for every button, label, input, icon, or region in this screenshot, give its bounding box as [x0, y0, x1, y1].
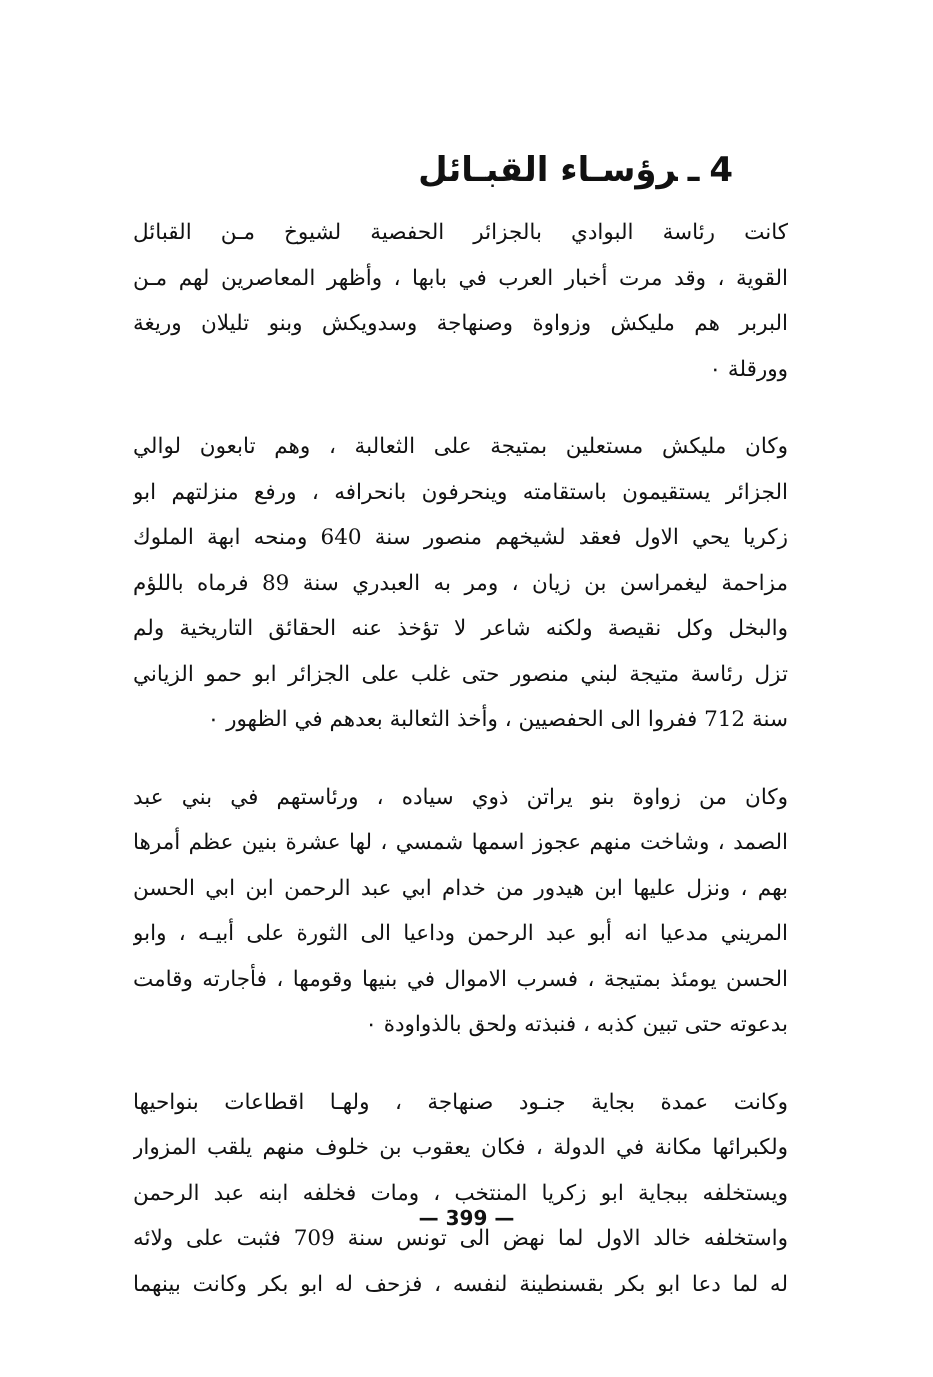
text-line: سنة 712 ففروا الى الحفصيين ، وأخذ الثعالبة بعدهم في الظهور ٠ [207, 707, 788, 732]
text-line: ولكبرائها مكانة في الدولة ، فكان يعقوب بن خلوف منهم يلقب المزوار [133, 1135, 788, 1160]
section-title: رؤسـاء القبـائل [418, 150, 678, 190]
text-line: الحسن يومئذ بمتيجة ، فسرب الاموال في بنيها وقومها ، فأجارته وقامت [133, 966, 788, 992]
text-line: واستخلفه خالد الاول لما نهض الى تونس سنة 709 فثبت على ولائه [133, 1226, 788, 1251]
text-line: مزاحمة ليغمراسن بن زيان ، ومر به العبدري سنة 89 فرماه باللؤم [133, 570, 788, 596]
paragraph-4 [133, 1080, 788, 1308]
section-heading [173, 145, 733, 195]
text-line: القوية ، وقد مرت أخبار العرب في بابها ، وأظهر المعاصرين لهم مـن [133, 265, 788, 291]
text-line: له لما دعا ابو بكر بقسنطينة لنفسه ، فزحف له ابو بكر وكانت بينهما [133, 1271, 788, 1297]
text-line: تزل رئاسة متيجة لبني منصور حتى غلب على الجزائر ابو حمو الزياني [133, 661, 788, 687]
body-text [133, 210, 788, 1307]
text-line: بدعوته حتى تبين كذبه ، فنبذته ولحق بالذواودة ٠ [365, 1012, 788, 1037]
text-line: بهم ، ونزل عليها ابن هيدور من خدام ابي عبد الرحمن ابن ابي الحسن [133, 875, 788, 901]
text-line: وكان من زواوة بنو يراتن ذوي سياده ، ورئاستهم في بني عبد [133, 784, 788, 810]
paragraph-1 [133, 210, 788, 392]
text-line: الجزائر يستقيمون باستقامته وينحرفون بانحرافه ، ورفع منزلتهم ابو [133, 479, 788, 505]
text-line: كانت رئاسة البوادي بالجزائر الحفصية لشيوخ مـن القبائل [133, 220, 788, 245]
text-line: ويستخلفه ببجاية ابو زكريا المنتخب ، ومات فخلفه ابنه عبد الرحمن [133, 1180, 788, 1206]
text-line: الصمد ، وشاخت منهم عجوز اسمها شمسي ، لها عشرة بنين عظم أمرها [133, 830, 788, 855]
text-line: وكان مليكش مستعلين بمتيجة على الثعالبة ، وهم تابعون لوالي [133, 434, 788, 459]
text-line: المريني مدعيا انه أبو عبد الرحمن وداعيا الى الثورة على أبيـه ، وابو [133, 921, 788, 946]
section-number: 4 [709, 150, 733, 190]
paragraph-3 [133, 775, 788, 1048]
text-line: وكانت عمدة بجاية جنـود صنهاجة ، ولهـا اقطاعات بنواحيها [133, 1089, 788, 1115]
text-line: البربر هم مليكش وزواوة وصنهاجة وسدويكش وبنو تليلان وريغة [133, 311, 788, 336]
page-number: — 399 — [418, 1206, 515, 1230]
heading-separator: ـ [687, 150, 700, 190]
paragraph-2 [133, 424, 788, 743]
text-line: والبخل وكل نقيصة ولكنه شاعر لا تؤخذ عنه الحقائق التاريخية ولم [133, 616, 788, 641]
text-line: وورقلة ٠ [709, 356, 788, 382]
text-line: زكريا يحي الاول فعقد لشيخهم منصور سنة 640 ومنحه ابهة الملوك [133, 525, 788, 550]
